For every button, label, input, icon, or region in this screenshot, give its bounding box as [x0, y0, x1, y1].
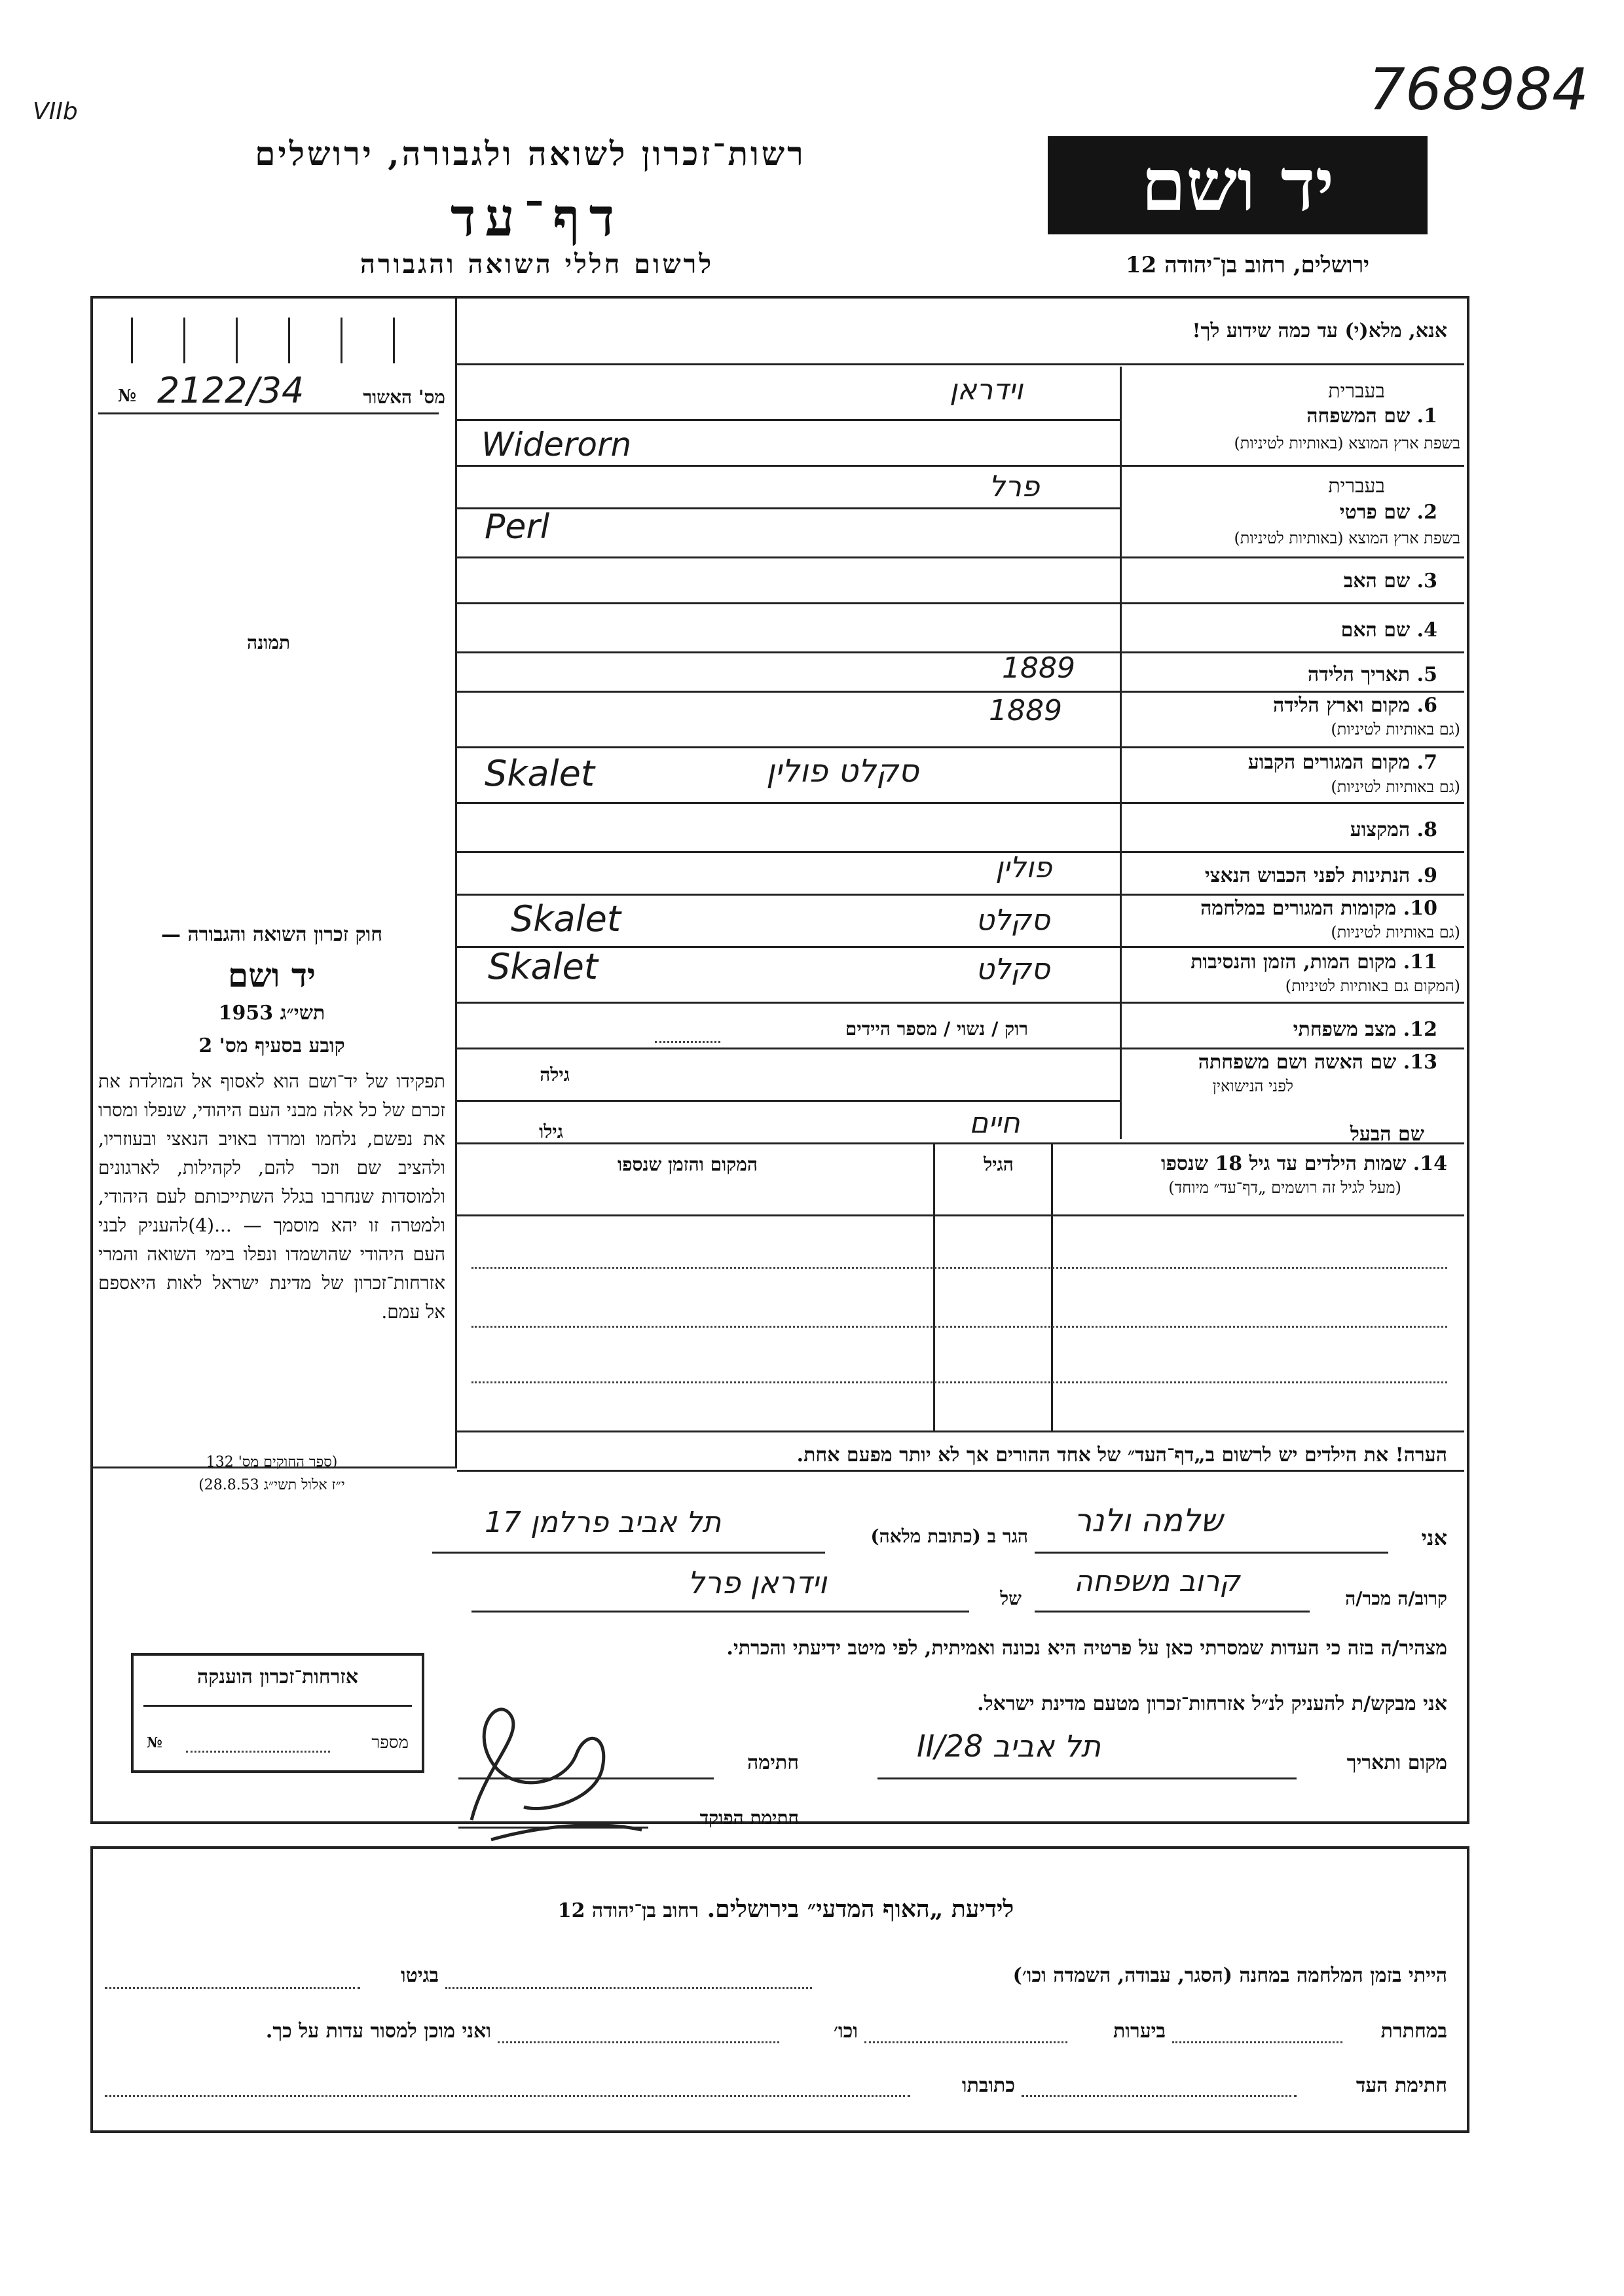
note-line [465, 1444, 1447, 1467]
field-2-lang: בעברית [1328, 475, 1385, 498]
declaration-relative-label: קרוב/ה מכר/ה [1345, 1588, 1447, 1609]
law-year: תשי״ג 1953 [218, 1002, 325, 1025]
field-10-name: מקומות המגורים במלחמה [1200, 897, 1397, 920]
place-date-label: מקום ותאריך [1346, 1751, 1447, 1774]
field-9-name: הנתינות לפני הכבוש הנאצי [1204, 864, 1411, 887]
field-3-label [1344, 570, 1437, 592]
law-ref2: י״ז אלול תשי״ג 28.8.53) [198, 1477, 345, 1493]
field-7-name: מקום המגורים הקבוע [1247, 751, 1411, 774]
field-12-num: 12. [1403, 1018, 1437, 1041]
husband-value: חיים [969, 1106, 1020, 1140]
children-age-header: הגיל [984, 1154, 1014, 1175]
info-address: רחוב בן־יהודה 12 [557, 1899, 699, 1922]
field-2-hebrew-value: פרל [989, 470, 1040, 503]
signature-scribble [445, 1689, 661, 1859]
field-4-num: 4. [1416, 619, 1437, 642]
field-8-num: 8. [1416, 818, 1437, 841]
field-1-label [1306, 405, 1437, 428]
info-line2-mid: ביערות [1113, 2020, 1166, 2043]
note-label: הערה! [1395, 1444, 1447, 1467]
approval-underline [98, 412, 439, 414]
husband-age-label: גילו [539, 1121, 563, 1142]
children-place-header: המקום והזמן שנספו [618, 1154, 758, 1175]
bottom-frame [90, 1846, 1469, 2133]
field-8-name: המקצוע [1350, 818, 1411, 841]
form-title: דף־עד [450, 187, 624, 248]
field-2-label [1340, 501, 1437, 524]
field-6-name: מקום וארץ הלידה [1272, 694, 1411, 717]
law-title: חוק זכרון השואה והגבורה — [161, 923, 382, 946]
field-7-sub: (גם באותיות לטיניות) [1331, 778, 1460, 796]
field-9-num: 9. [1416, 864, 1437, 887]
request-underline [455, 363, 1464, 365]
field-7-num: 7. [1416, 751, 1437, 774]
field-14-num: 14. [1412, 1152, 1447, 1175]
info-line3-start: חתימת העד [1356, 2074, 1447, 2097]
request-text: אנא, מלא(י) עד כמה שידוע לך! [1192, 319, 1447, 342]
field-13-age-label: גילה [540, 1064, 570, 1085]
form-subtitle: לרשום חללי השואה והגבורה [360, 249, 714, 280]
field-11-hebrew-value: סקלט [976, 953, 1050, 986]
children-row-3 [471, 1381, 1447, 1383]
field-9-label [1205, 864, 1437, 887]
corner-note: VIIb [33, 98, 78, 125]
field-11-label [1190, 951, 1437, 974]
authority-title: רשות־זכרון לשואה ולגבורה, ירושלים [255, 134, 806, 173]
law-text: תפקידו של יד־ושם הוא לאסוף אל המולדת את זכרם של כל אלה מבני העם היהודי, שנפלו ומסרו את נפשם, נלחמו ומרדו באויב הנאצי ובעוזריו, ולהציב שם וזכר להם, לקהילות, לארגונים ולמוסדות שנחרבו בגלל השתייכותם לעם היהודי, ולמטרה זו יהא מוסמך — ...(4)להעניק לבני העם היהודי שהושמדו ונפלו בימי השואה והמרי אזרחות־זכרון של מדינת ישראל לאות היאספם אל עמם. [98, 1070, 445, 1322]
field-10-latin-value: Skalet [511, 898, 621, 939]
field-7-hebrew-value: סקלט פולין [766, 753, 919, 790]
field-6-value: 1889 [989, 694, 1062, 727]
declaration-statement: מצהיר/ה בזה כי העדות שמסרתי כאן על פרטיה היא נכונה ואמיתית, לפי מיטב ידיעתי והכרתי. [726, 1637, 1447, 1660]
field-6-label [1273, 694, 1437, 717]
field-1-hebrew-value: וידראן [950, 373, 1024, 407]
logo-text: יד ושם [1141, 143, 1335, 227]
info-line1-end: בגיטו [400, 1964, 439, 1987]
declaration-of-label: של [1000, 1588, 1022, 1609]
field-11-sub: (המקום גם באותיות לטיניות) [1285, 977, 1460, 995]
field-14-label [1161, 1152, 1447, 1175]
field-1-num: 1. [1416, 405, 1437, 428]
field-1-lang: בעברית [1328, 380, 1385, 403]
field-1-latin-value: Widerorn [481, 426, 632, 464]
declaration-relation-value: קרוב משפחה [1074, 1565, 1240, 1598]
field-1-name: שם המשפחה [1306, 405, 1411, 428]
declaration-request: אני מבקש/ת להעניק לנ״ל אזרחות־זכרון מטעם מדינת ישראל. [977, 1692, 1447, 1715]
left-column-divider [455, 298, 457, 1467]
field-2-name: שם פרטי [1339, 501, 1411, 524]
law-ref1: (ספר החוקים מס' 132 [206, 1454, 338, 1470]
field-4-label [1341, 619, 1437, 642]
info-title: לידיעת „האוף המדעי״ בירושלים. [707, 1895, 1014, 1923]
section-divider [92, 1467, 457, 1468]
info-line3-end: כתובתו [961, 2074, 1015, 2097]
field-2-sub: בשפת ארץ המוצא (באותיות לטיניות) [1234, 529, 1460, 547]
info-line1: הייתי בזמן המלחמה במחנה (הסגר, עבודה, השמדה וכו׳) [1012, 1964, 1447, 1987]
field-7-label [1248, 751, 1437, 774]
field-13-num: 13. [1403, 1051, 1437, 1074]
certificate-no: № [147, 1734, 162, 1751]
field-5-label [1308, 663, 1437, 686]
field-3-name: שם האב [1343, 570, 1411, 592]
field-5-name: תאריך הלידה [1308, 663, 1411, 686]
field-10-label [1200, 897, 1437, 920]
archive-number: 768984 [1369, 56, 1589, 123]
children-col-2 [1051, 1142, 1053, 1430]
field-5-value: 1889 [1002, 651, 1075, 685]
field-11-name: מקום המות, הזמן והנסיבות [1190, 951, 1397, 974]
field-2-num: 2. [1416, 501, 1437, 524]
approval-value: 2122/34 [157, 370, 304, 411]
declaration-address-value: תל אביב פרלמן 17 [485, 1506, 722, 1539]
info-line2-start: במחתרת [1380, 2020, 1447, 2043]
label-column-divider [1120, 367, 1122, 1139]
field-6-sub: (גם באותיות לטיניות) [1331, 720, 1460, 738]
signature-label: חתימה [747, 1751, 799, 1774]
note-underline [457, 1470, 1464, 1472]
field-1-sub: בשפת ארץ המוצא (באותיות לטיניות) [1234, 434, 1460, 452]
children-row-2 [471, 1326, 1447, 1328]
certificate-box [131, 1653, 424, 1773]
declaration-ani: אני [1421, 1525, 1447, 1550]
field-4-name: שם האם [1340, 619, 1411, 642]
field-10-hebrew-value: סקלט [976, 903, 1050, 937]
law-clause: קובע בסעיף מס' 2 [198, 1034, 345, 1057]
law-name: יד ושם [228, 956, 316, 994]
field-13-sub: לפני הנישואין [1212, 1077, 1293, 1095]
photo-label: תמונה [246, 632, 291, 653]
info-title-line [262, 1895, 1310, 1923]
declaration-name-value: שלמה ולנר [1074, 1503, 1223, 1539]
certificate-title: אזרחות־זכרון הוענקה [196, 1666, 359, 1688]
field-8-label [1350, 818, 1437, 841]
field-13-name: שם האשה ושם משפחתה [1198, 1051, 1397, 1074]
field-11-latin-value: Skalet [488, 946, 599, 987]
declaration-resides-label: הגר ב (כתובת מלאה) [870, 1525, 1028, 1547]
field-12-name: מצב משפחתי [1293, 1018, 1397, 1041]
field-2-latin-value: Perl [485, 507, 550, 547]
field-12-label [1293, 1018, 1437, 1041]
field-13-label [1198, 1051, 1437, 1074]
officer-signature-label: חתימת הפוקד [699, 1807, 799, 1829]
address: ירושלים, רחוב בן־יהודה 12 [1125, 252, 1370, 278]
husband-label: שם הבעל [1350, 1123, 1424, 1146]
yad-vashem-logo [1048, 136, 1428, 234]
approval-no: № [118, 386, 137, 406]
children-col-1 [933, 1142, 935, 1430]
field-7-latin-value: Skalet [485, 753, 595, 794]
field-12-options: רוק / נשוי / מספר היידים [845, 1018, 1028, 1040]
declaration-of-value: וידראן פרל [688, 1565, 827, 1600]
info-line2-end: ואני מוכן למסור עדות על כך. [265, 2020, 491, 2043]
place-date-value: תל אביב 28/II [917, 1728, 1101, 1764]
certificate-number-label: מספר [371, 1733, 409, 1753]
field-9-value: פולין [995, 851, 1052, 884]
note-text: את הילדים יש לרשום ב„דף־העד״ של אחד ההורים אך לא יותר מפעם אחת. [796, 1444, 1389, 1467]
field-11-num: 11. [1403, 951, 1437, 974]
field-10-sub: (גם באותיות לטיניות) [1331, 923, 1460, 941]
field-14-name: שמות הילדים עד גיל 18 שנספו [1160, 1152, 1407, 1175]
field-5-num: 5. [1416, 663, 1437, 686]
field-10-num: 10. [1403, 897, 1437, 920]
approval-label: מס' האשור [363, 386, 445, 408]
field-6-num: 6. [1416, 694, 1437, 717]
field-3-num: 3. [1416, 570, 1437, 592]
field-14-sub: (מעל לגיל זה רושמים „דף־עד״ מיוחד) [1168, 1178, 1401, 1197]
children-row-1 [471, 1267, 1447, 1269]
info-line2-mid2: וכו׳ [834, 2020, 858, 2043]
approval-boxes [111, 318, 439, 363]
